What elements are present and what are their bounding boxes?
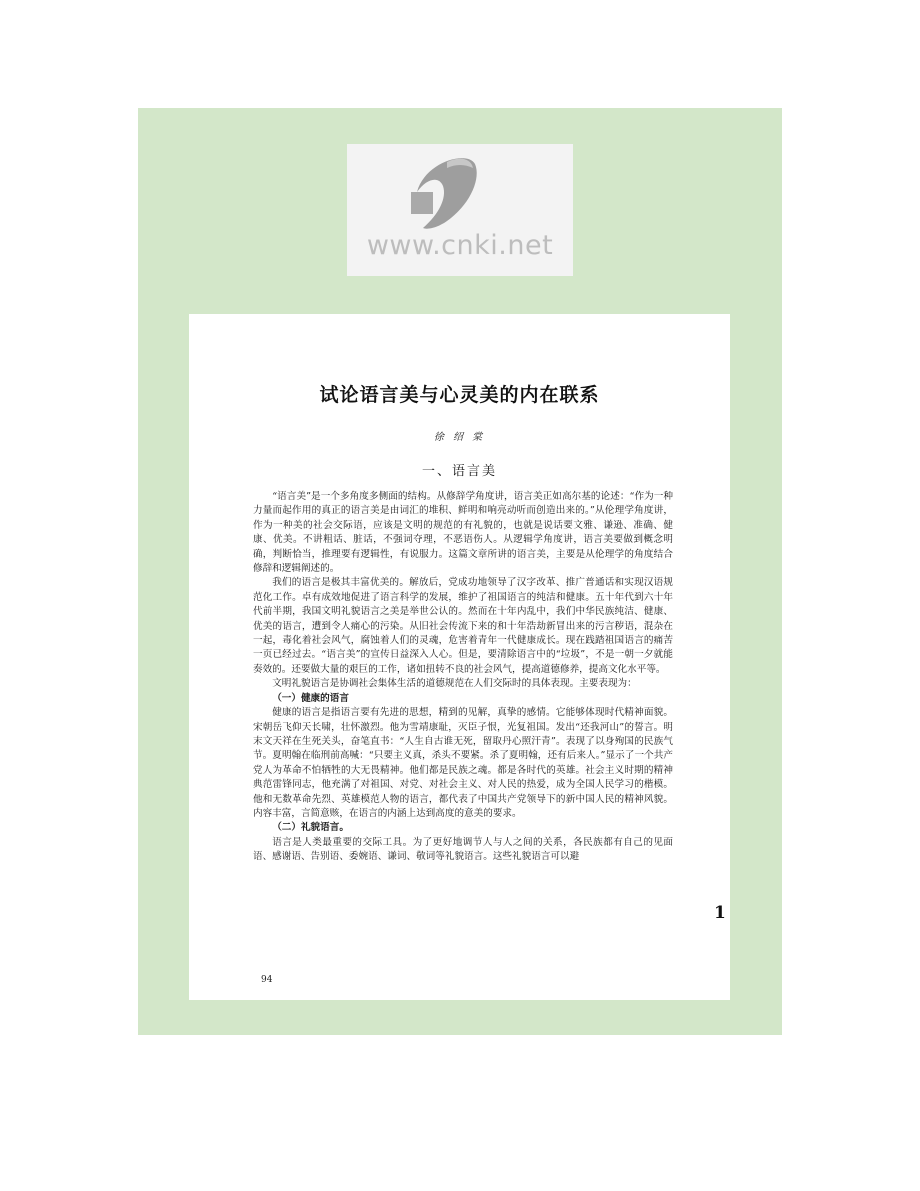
cnki-watermark [347, 144, 573, 276]
paragraph-2: 我们的语言是极其丰富优美的。解放后，党成功地领导了汉字改革、推广普通话和实现汉语规范化工作。卓有成效地促进了语言科学的发展，维护了祖国语言的纯洁和健康。五十年代到六十年代前半期，我国文明礼貌语言之美是举世公认的。然而在十年内乱中，我们中华民族纯洁、健康、优美的语言，遭到令人痛心的污染。从旧社会传流下来的和十年浩劫新冒出来的污言秽语，混杂在一起，毒化着社会风气，腐蚀着人们的灵魂，危害着青年一代健康成长。现在践踏祖国语言的痛苦一页已经过去。“语言美”的宣传日益深入人心。但是，要清除语言中的“垃圾”，不是一朝一夕就能奏效的。还要做大量的艰巨的工作，诸如扭转不良的社会风气，提高道德修养，提高文化水平等。 [253, 577, 673, 675]
document-page [189, 314, 730, 1000]
article-body [253, 490, 673, 865]
paragraph-1: “语言美”是一个多角度多侧面的结构。从修辞学角度讲，语言美正如高尔基的论述：“作为一种力量而起作用的真正的语言美是由词汇的堆积、鲜明和响亮动听而创造出来的。”从伦理学角度讲，作为一种美的社会交际语，应该是文明的规范的有礼貌的，也就是说话要文雅、谦逊、准确、健康、优美。不讲粗话、脏话，不强词夺理，不恶语伤人。从逻辑学角度讲，语言美要做到概念明确，判断恰当，推理要有逻辑性，有说服力。这篇文章所讲的语言美，主要是从伦理学的角度结合修辞和逻辑阐述的。 [253, 491, 673, 575]
section-heading: 一、语言美 [421, 464, 497, 479]
margin-mark: 1 [714, 903, 726, 923]
article-author: 徐 绍 棠 [433, 432, 486, 443]
subheading-1: （一）健康的语言 [272, 692, 349, 704]
paragraph-4: 健康的语言是指语言要有先进的思想，精到的见解，真挚的感情。它能够体现时代精神面貌。宋朝岳飞仰天长啸，壮怀激烈。他为雪靖康耻，灭臣子恨，光复祖国。发出“还我河山”的誓言。明末文天祥在生死关头，奋笔直书：“人生自古谁无死，留取丹心照汗青”。表现了以身殉国的民族气节。夏明翰在临刑前高喊：“只要主义真，杀头不要紧。杀了夏明翰，还有后来人。”显示了一个共产党人为革命不怕牺牲的大无畏精神。他们都是民族之魂。都是各时代的英雄。社会主义时期的精神典范雷锋同志，他充满了对祖国、对党、对社会主义、对人民的热爱，成为全国人民学习的楷模。他和无数革命先烈、英雄模范人物的语言，都代表了中国共产党领导下的新中国人民的精神风貌。内容丰富，言简意赅，在语言的内涵上达到高度的意美的要求。 [253, 707, 673, 819]
paragraph-3: 文明礼貌语言是协调社会集体生活的道德规范在人们交际时的具体表现。主要表现为： [272, 678, 637, 690]
watermark-text: www.cnki.net [366, 230, 554, 261]
paragraph-5: 语言是人类最重要的交际工具。为了更好地调节人与人之间的关系，各民族都有自己的见面语、感谢语、告别语、委婉语、谦词、敬词等礼貌语言。这些礼貌语言可以避 [253, 836, 673, 863]
subheading-2: （二）礼貌语言。 [272, 822, 349, 834]
page-number: 94 [261, 975, 273, 985]
article-title: 试论语言美与心灵美的内在联系 [319, 384, 600, 406]
